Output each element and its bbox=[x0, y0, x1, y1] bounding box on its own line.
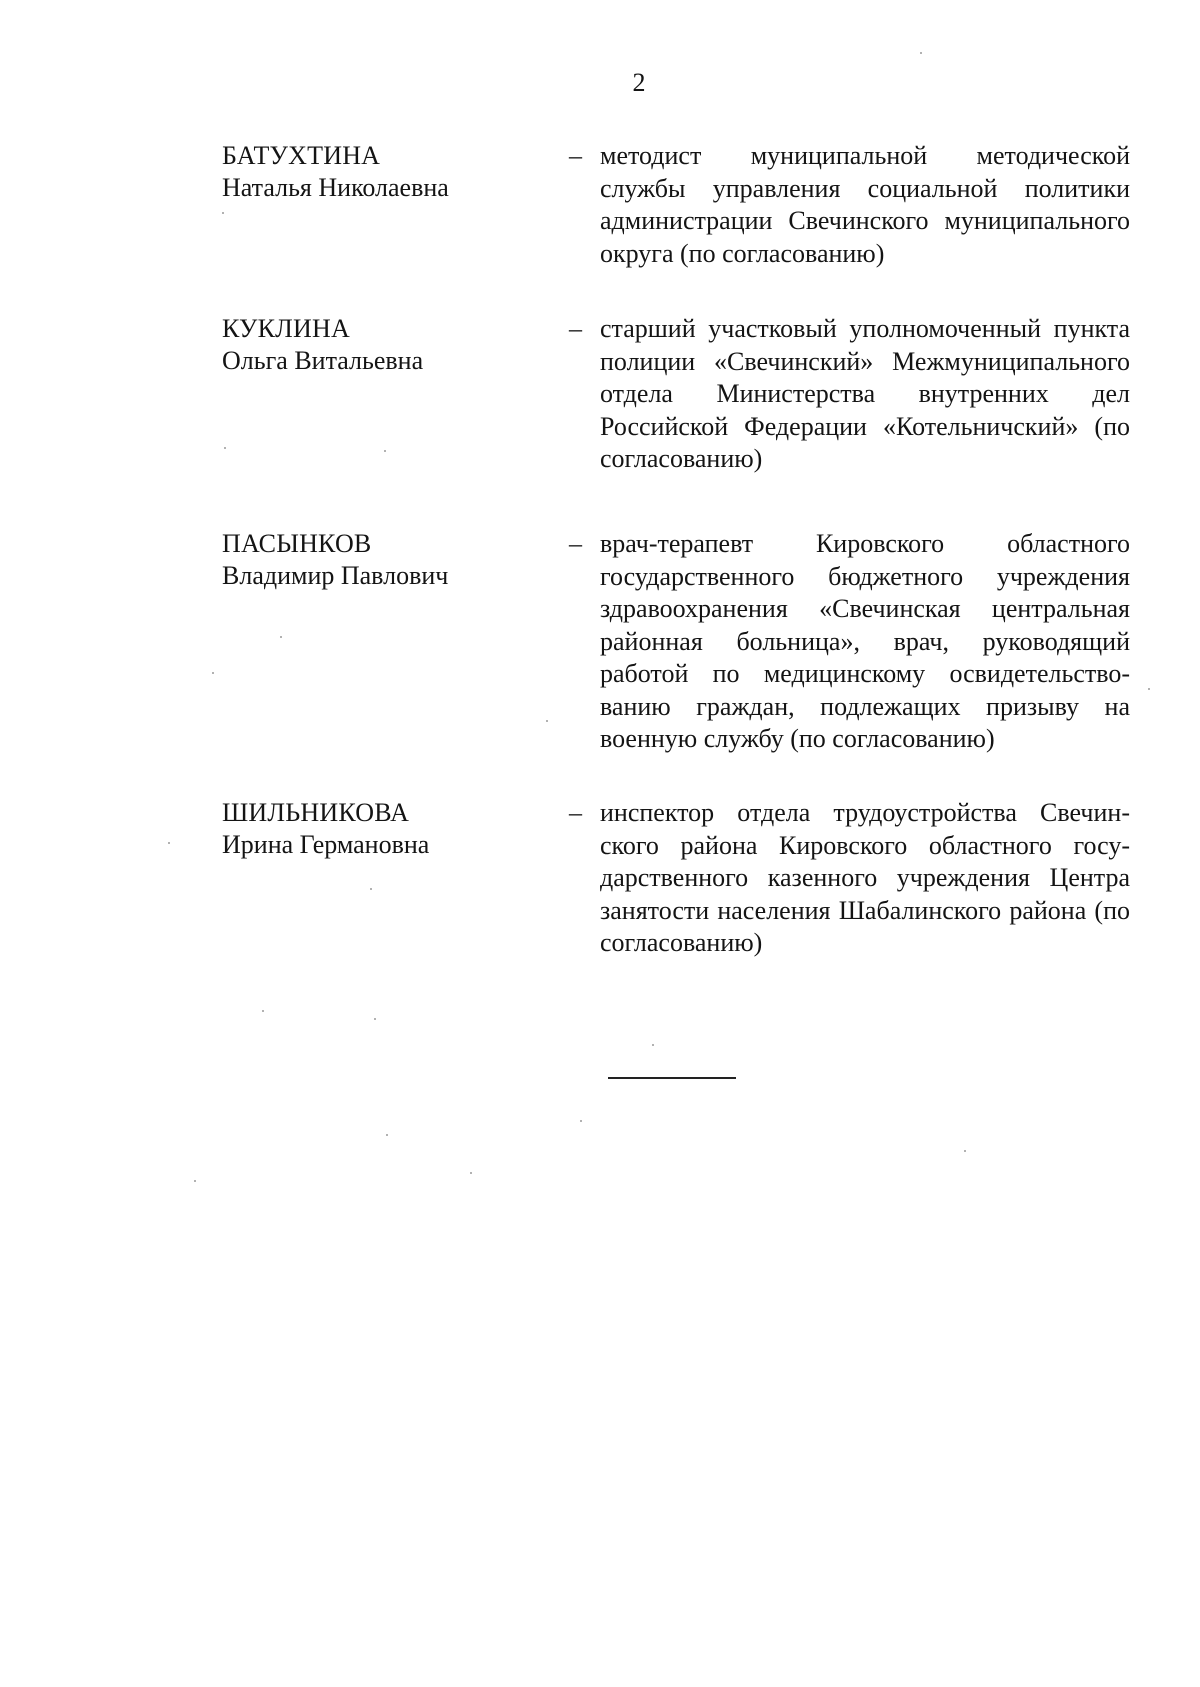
scan-speck bbox=[386, 1134, 388, 1136]
dash-separator: – bbox=[569, 798, 582, 827]
member-name bbox=[222, 797, 522, 861]
scan-speck bbox=[580, 1120, 582, 1122]
member-position: старший участковый уполномоченный пункта полиции «Свечинский» Межмуниципального отдела Министерства внутренних дел Российской Федерации «Котельничский» (по согласованию) bbox=[600, 314, 1130, 473]
scan-speck bbox=[168, 842, 170, 844]
member-surname: КУКЛИНА bbox=[222, 314, 350, 343]
scan-speck bbox=[470, 1172, 472, 1174]
scan-speck bbox=[212, 672, 214, 674]
member-given-name: Ирина Германовна bbox=[222, 830, 430, 859]
scan-speck bbox=[964, 1150, 966, 1152]
scan-speck bbox=[280, 636, 282, 638]
scan-speck bbox=[224, 447, 226, 449]
dash-separator: – bbox=[569, 314, 582, 343]
scan-speck bbox=[384, 450, 386, 452]
member-position: врач-терапевт Кировского областного государственного бюджетного учреждения здравоохранения «Свечинская центральная районная больница», врач, руководящий работой по медицинскому освидетельствованию граждан, подлежащих призыву на военную службу (по согласованию) bbox=[600, 529, 1130, 753]
dash-separator: – bbox=[569, 141, 582, 170]
scan-speck bbox=[374, 1018, 376, 1020]
member-name bbox=[222, 528, 522, 592]
member-given-name: Ольга Витальевна bbox=[222, 346, 424, 375]
scan-speck bbox=[546, 720, 548, 722]
scan-speck bbox=[370, 888, 372, 890]
dash-separator: – bbox=[569, 529, 582, 558]
scan-speck bbox=[1148, 688, 1150, 690]
scan-speck bbox=[194, 1180, 196, 1182]
member-position: методист муниципальной методической службы управления социальной политики администрации Свечинского муниципального округа (по согласованию) bbox=[600, 141, 1130, 268]
page-number: 2 bbox=[632, 68, 646, 97]
scan-speck bbox=[652, 1044, 654, 1046]
member-given-name: Наталья Николаевна bbox=[222, 173, 449, 202]
scan-speck bbox=[222, 212, 224, 214]
scan-speck bbox=[262, 1010, 264, 1012]
member-name bbox=[222, 140, 522, 204]
scan-speck bbox=[920, 52, 922, 54]
member-name bbox=[222, 313, 522, 377]
closing-rule bbox=[608, 1077, 736, 1079]
member-surname: ПАСЫНКОВ bbox=[222, 529, 372, 558]
member-given-name: Владимир Павлович bbox=[222, 561, 449, 590]
member-position: инспектор отдела трудоустройства Свечинского района Кировского областного государственного казенного учреждения Центра занятости населения Шабалинского района (по согласованию) bbox=[600, 798, 1130, 957]
member-surname: БАТУХТИНА bbox=[222, 141, 381, 170]
member-surname: ШИЛЬНИКОВА bbox=[222, 798, 410, 827]
